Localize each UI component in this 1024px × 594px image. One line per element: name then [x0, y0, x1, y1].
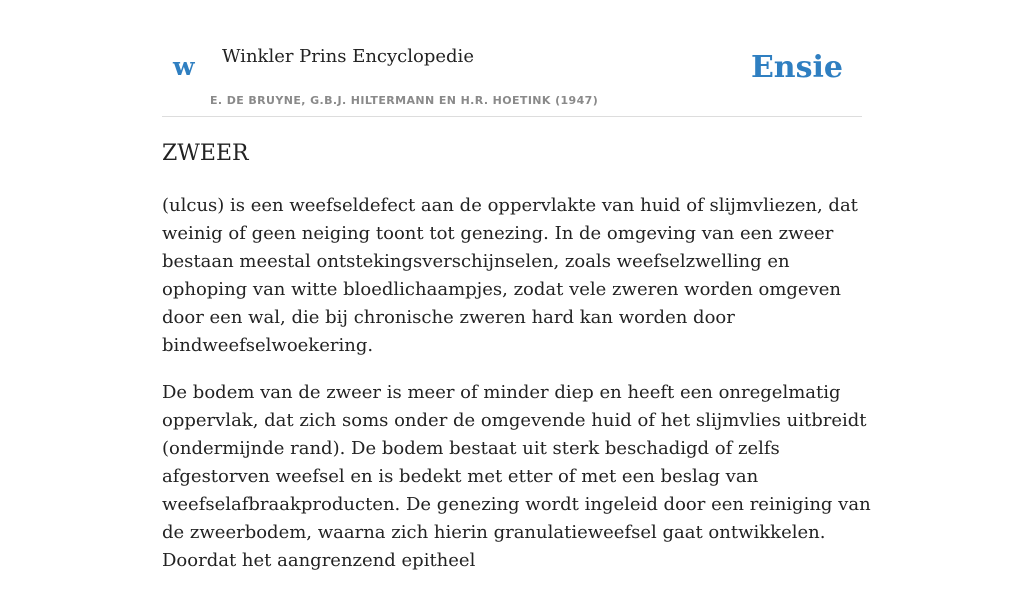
winkler-prins-logo[interactable]: w: [173, 52, 195, 81]
book-authors: E. DE BRUYNE, G.B.J. HILTERMANN EN H.R. HOETINK (1947): [210, 94, 599, 107]
ensie-logo[interactable]: Ensie: [750, 50, 843, 85]
book-title[interactable]: Winkler Prins Encyclopedie: [222, 46, 474, 67]
entry-title: ZWEER: [162, 141, 249, 166]
entry-paragraph: (ulcus) is een weefseldefect aan de oppervlakte van huid of slijmvliezen, dat weinig of geen neiging toont tot genezing. In de omgeving van een zweer bestaan meestal ontstekingsverschijnselen, zoals weefselzwelling en ophoping van witte bloedlichaampjes, zodat vele zweren worden omgeven door een wal, die bij chronische zweren hard kan worden door bindweefselwoekering.: [162, 195, 858, 356]
site-header: [162, 0, 862, 117]
entry-paragraph: De bodem van de zweer is meer of minder diep en heeft een onregelmatig oppervlak, dat zich soms onder de omgevende huid of het slijmvlies uitbreidt (ondermijnde rand). De bodem bestaat uit sterk beschadigd of zelfs afgestorven weefsel en is bedekt met etter of met een beslag van weefselafbraakproducten. De genezing wordt ingeleid door een reiniging van de zweerbodem, waarna zich hierin granulatieweefsel gaat ontwikkelen. Doordat het aangrenzend epitheel: [162, 382, 871, 571]
entry-body: [162, 192, 874, 594]
